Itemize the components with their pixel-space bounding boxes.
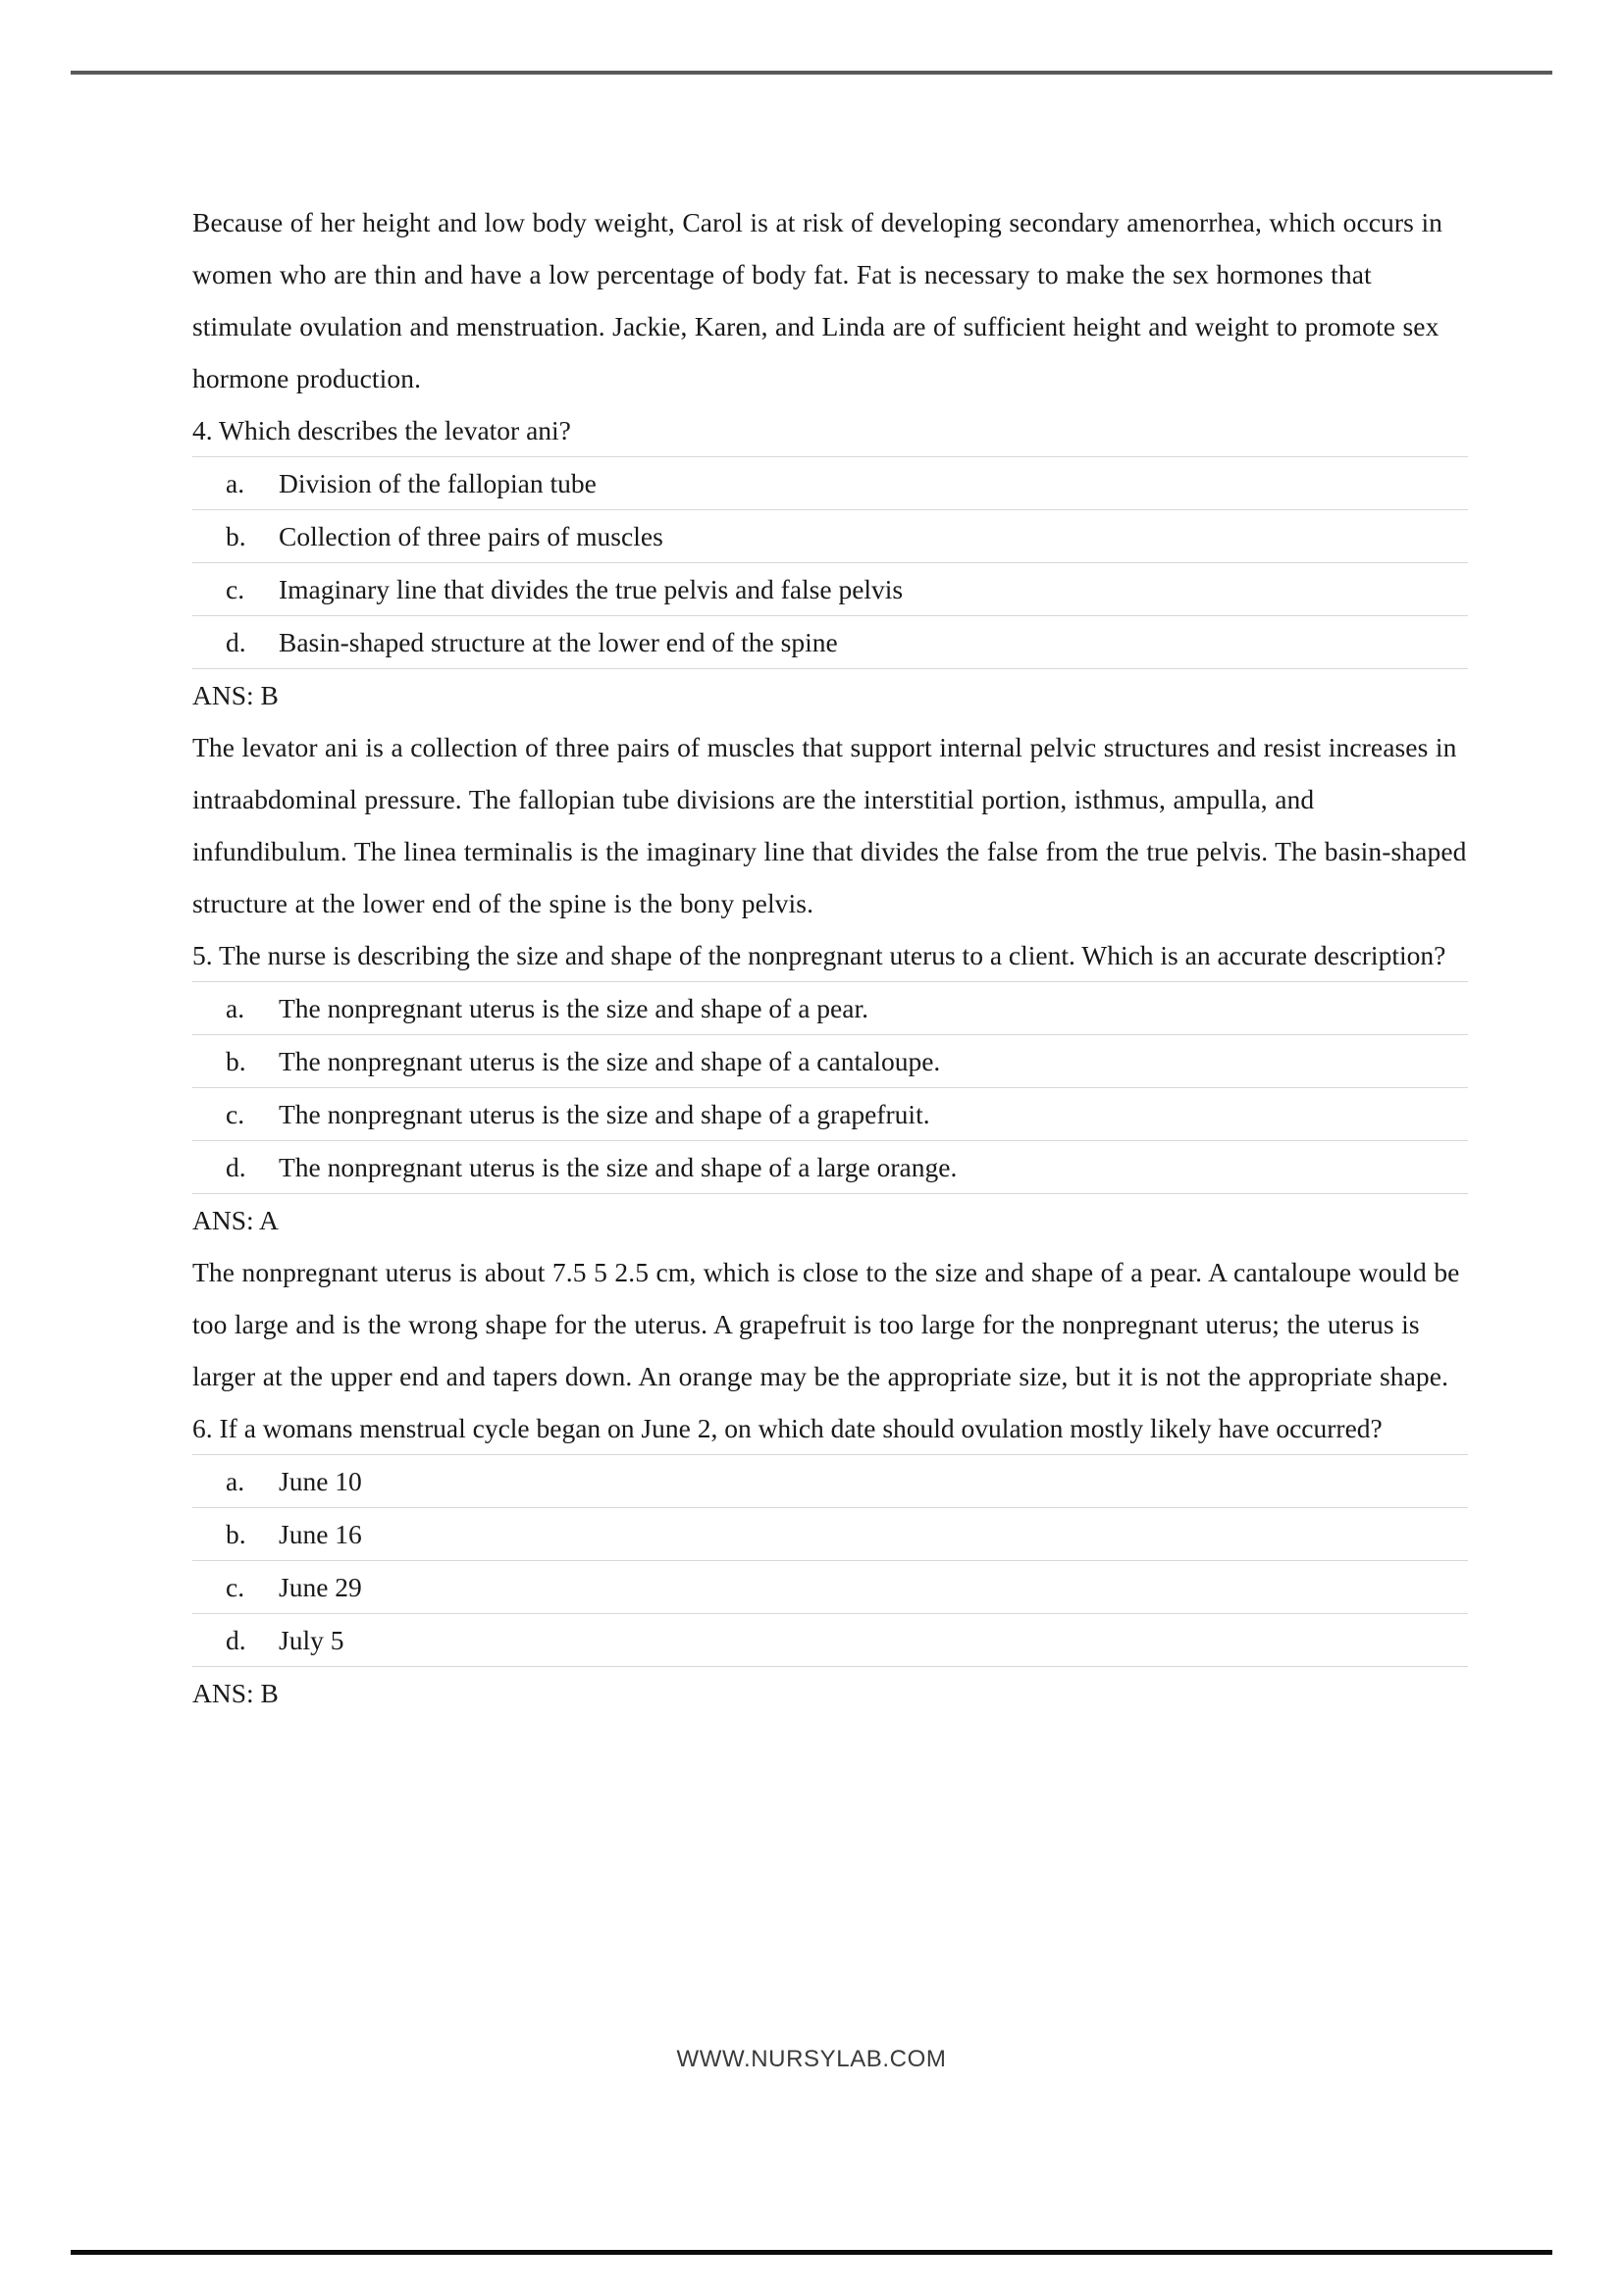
question-4-options: [192, 456, 1468, 669]
option-text: The nonpregnant uterus is the size and shape of a cantaloupe.: [279, 1046, 941, 1076]
question-5-answer: ANS: A: [192, 1205, 279, 1235]
option-text: June 10: [279, 1466, 362, 1496]
option-row[interactable]: [192, 1561, 1468, 1614]
option-row[interactable]: [192, 1141, 1468, 1194]
option-row[interactable]: [192, 510, 1468, 563]
option-text: July 5: [279, 1625, 344, 1655]
option-text: Collection of three pairs of muscles: [279, 521, 663, 551]
option-letter: b.: [226, 1519, 246, 1549]
option-letter: a.: [226, 1466, 245, 1496]
question-5-rationale: The nonpregnant uterus is about 7.5 5 2.5 cm, which is close to the size and shape of a pear. A cantaloupe would be too large and is the wrong shape for the uterus. A grapefruit is too large for the nonpregnant uterus; the uterus is larger at the upper end and tapers down. An orange may be the appropriate size, but it is not the appropriate shape.: [192, 1257, 1460, 1391]
option-letter: d.: [226, 1625, 246, 1655]
option-letter: b.: [226, 1046, 246, 1076]
document-body: [192, 196, 1468, 1719]
option-row[interactable]: [192, 1088, 1468, 1141]
page-bottom-rule: [71, 2250, 1552, 2255]
option-text: June 16: [279, 1519, 362, 1549]
option-text: Division of the fallopian tube: [279, 468, 597, 498]
option-letter: d.: [226, 1152, 246, 1182]
option-row[interactable]: [192, 1035, 1468, 1088]
option-letter: c.: [226, 1572, 245, 1602]
option-row[interactable]: [192, 457, 1468, 510]
question-4-prompt: 4. Which describes the levator ani?: [192, 415, 571, 445]
option-text: Basin-shaped structure at the lower end of the spine: [279, 627, 838, 657]
question-5-options: [192, 981, 1468, 1194]
option-text: The nonpregnant uterus is the size and shape of a pear.: [279, 993, 868, 1023]
option-row[interactable]: [192, 1614, 1468, 1667]
option-letter: c.: [226, 1099, 245, 1129]
option-row[interactable]: [192, 1455, 1468, 1508]
page-top-rule: [71, 71, 1552, 75]
question-6-prompt: 6. If a womans menstrual cycle began on June 2, on which date should ovulation mostly likely have occurred?: [192, 1413, 1383, 1443]
question-4-answer: ANS: B: [192, 680, 279, 710]
footer-watermark: WWW.NURSYLAB.COM: [676, 2046, 947, 2072]
question-4-rationale: The levator ani is a collection of three pairs of muscles that support internal pelvic structures and resist increases in intraabdominal pressure. The fallopian tube divisions are the interstitial portion, isthmus, ampulla, and infundibulum. The linea terminalis is the imaginary line that divides the false from the true pelvis. The basin-shaped structure at the lower end of the spine is the bony pelvis.: [192, 732, 1467, 918]
option-text: The nonpregnant uterus is the size and shape of a large orange.: [279, 1152, 958, 1182]
option-row[interactable]: [192, 563, 1468, 616]
option-letter: c.: [226, 574, 245, 604]
question-6-answer: ANS: B: [192, 1678, 279, 1708]
option-letter: a.: [226, 468, 245, 498]
option-row[interactable]: [192, 982, 1468, 1035]
option-text: June 29: [279, 1572, 362, 1602]
question-6-options: [192, 1454, 1468, 1667]
question-5-prompt: 5. The nurse is describing the size and shape of the nonpregnant uterus to a client. Which is an accurate description?: [192, 940, 1446, 970]
option-letter: b.: [226, 521, 246, 551]
option-row[interactable]: [192, 616, 1468, 669]
option-row[interactable]: [192, 1508, 1468, 1561]
option-text: The nonpregnant uterus is the size and shape of a grapefruit.: [279, 1099, 930, 1129]
option-text: Imaginary line that divides the true pelvis and false pelvis: [279, 574, 904, 604]
option-letter: a.: [226, 993, 245, 1023]
intro-paragraph: Because of her height and low body weight, Carol is at risk of developing secondary amenorrhea, which occurs in women who are thin and have a low percentage of body fat. Fat is necessary to make the sex hormones that stimulate ovulation and menstruation. Jackie, Karen, and Linda are of sufficient height and weight to promote sex hormone production.: [192, 207, 1443, 393]
option-letter: d.: [226, 627, 246, 657]
